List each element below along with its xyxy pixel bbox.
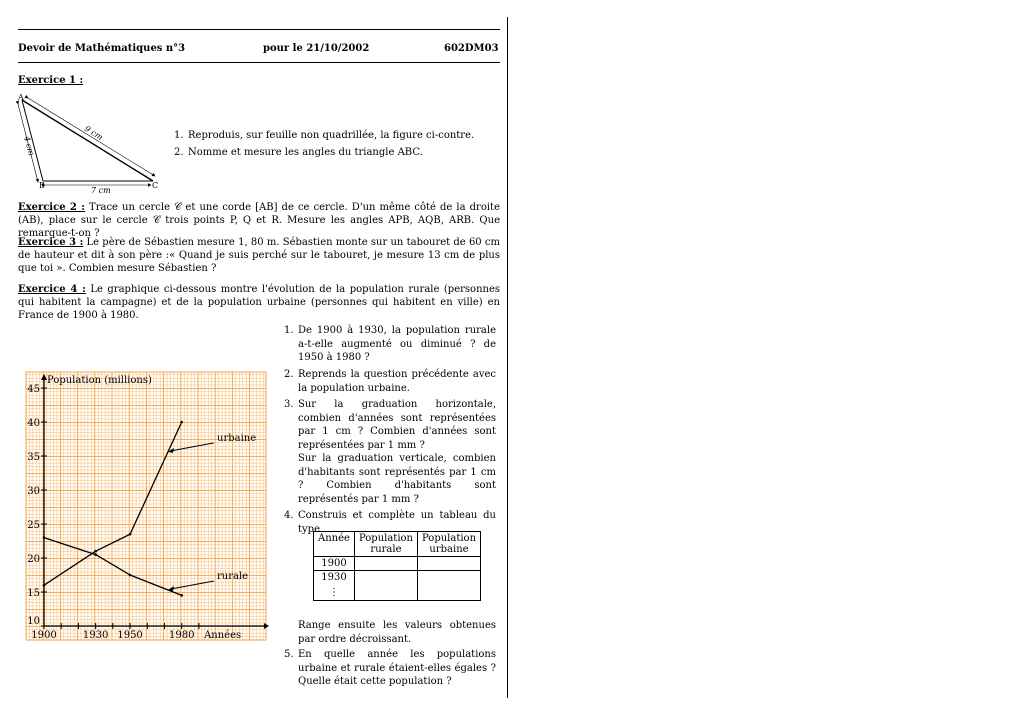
y-tick-label: 25: [27, 520, 40, 531]
triangle-figure: [14, 92, 164, 196]
exercise-3: [18, 236, 500, 275]
vertex-c-label: C: [152, 181, 159, 190]
exercise-4: [18, 283, 500, 322]
data-point-urbaine: [94, 550, 97, 553]
table-row: 1900: [314, 557, 481, 571]
header-bottom-rule: [18, 62, 500, 63]
table-header-urban: Population urbaine: [417, 532, 480, 557]
exercise-4-question-3b: Sur la graduation verticale, combien d'habitants sont représentés par 1 cm ? Combien d'habitants sont représentés par 1 mm ?: [298, 453, 496, 505]
y-tick-label: 30: [27, 486, 40, 497]
data-point-rurale: [180, 594, 183, 597]
population-table: [313, 531, 481, 601]
x-tick-label: 1930: [82, 630, 109, 641]
exercise-1-heading: Exercice 1 :: [18, 75, 84, 86]
population-chart: [14, 368, 274, 648]
vertex-a-label: A: [18, 93, 24, 102]
x-tick-label: 1900: [31, 630, 57, 641]
triangle-side-ac: [22, 100, 153, 181]
table-row: 1930: [314, 571, 481, 585]
y-tick-label: 40: [27, 418, 40, 429]
due-date: pour le 21/10/2002: [263, 43, 370, 54]
exercise-3-text: Le père de Sébastien mesure 1, 80 m. Sébastien monte sur un tabouret de 60 cm de hauteur et dit à son père :« Quand je suis perché sur le tabouret, je mesure 13 cm de plus que toi ». Combien mesure Sébastien ?: [18, 237, 500, 274]
exercise-2-heading: Exercice 2 :: [18, 202, 85, 213]
exercise-4-text: Le graphique ci-dessous montre l'évolution de la population rurale (personnes qui habitent la campagne) et de la population urbaine (personnes qui habitent en ville) en France de 1900 à 1980.: [18, 284, 500, 321]
annotation-urbaine: urbaine: [217, 432, 257, 444]
y-tick-label: 45: [27, 384, 40, 395]
side-ac-length: 9 cm: [82, 124, 105, 143]
table-header-rural: Population rurale: [354, 532, 417, 557]
vertex-b-label: B: [39, 181, 45, 190]
table-header-row: [314, 532, 481, 557]
exercise-4-question-4-after: Range ensuite les valeurs obtenues par ordre décroissant.: [298, 620, 496, 645]
table-row: ⋮: [314, 584, 481, 601]
y-tick-label: 20: [27, 554, 40, 565]
data-point-urbaine: [180, 421, 183, 424]
y-axis-label: Population (millions): [47, 375, 152, 386]
side-bc-length: 7 cm: [91, 186, 111, 195]
exercise-2: [18, 201, 500, 240]
x-tick-label: 1980: [168, 630, 195, 641]
y-tick-label: 35: [27, 452, 40, 463]
document-title: Devoir de Mathématiques n°3: [18, 43, 186, 54]
x-axis-label: Années: [204, 630, 242, 641]
page-right-rule: [507, 17, 508, 698]
table-header-year: Année: [314, 532, 355, 557]
annotation-rurale: rurale: [217, 570, 249, 582]
header-top-rule: [18, 29, 500, 30]
data-point-rurale: [94, 553, 97, 556]
data-point-rurale: [129, 574, 132, 577]
data-point-urbaine: [43, 584, 46, 587]
y-tick-label: 10: [27, 616, 40, 627]
document-code: 602DM03: [444, 43, 499, 54]
exercise-2-text: Trace un cercle 𝒞 et une corde [AB] de ce cercle. D'un même côté de la droite (AB), place sur le cercle 𝒞 trois points P, Q et R. Mesure les angles APB, AQB, ARB. Que remarque-t-on ?: [18, 202, 500, 239]
exercise-4-heading: Exercice 4 :: [18, 284, 86, 295]
exercise-3-heading: Exercice 3 :: [18, 237, 84, 248]
data-point-rurale: [43, 536, 46, 539]
y-tick-label: 15: [27, 588, 40, 599]
x-tick-label: 1950: [117, 630, 143, 641]
side-ab-length: 4 cm: [22, 135, 36, 157]
data-point-urbaine: [129, 533, 132, 536]
